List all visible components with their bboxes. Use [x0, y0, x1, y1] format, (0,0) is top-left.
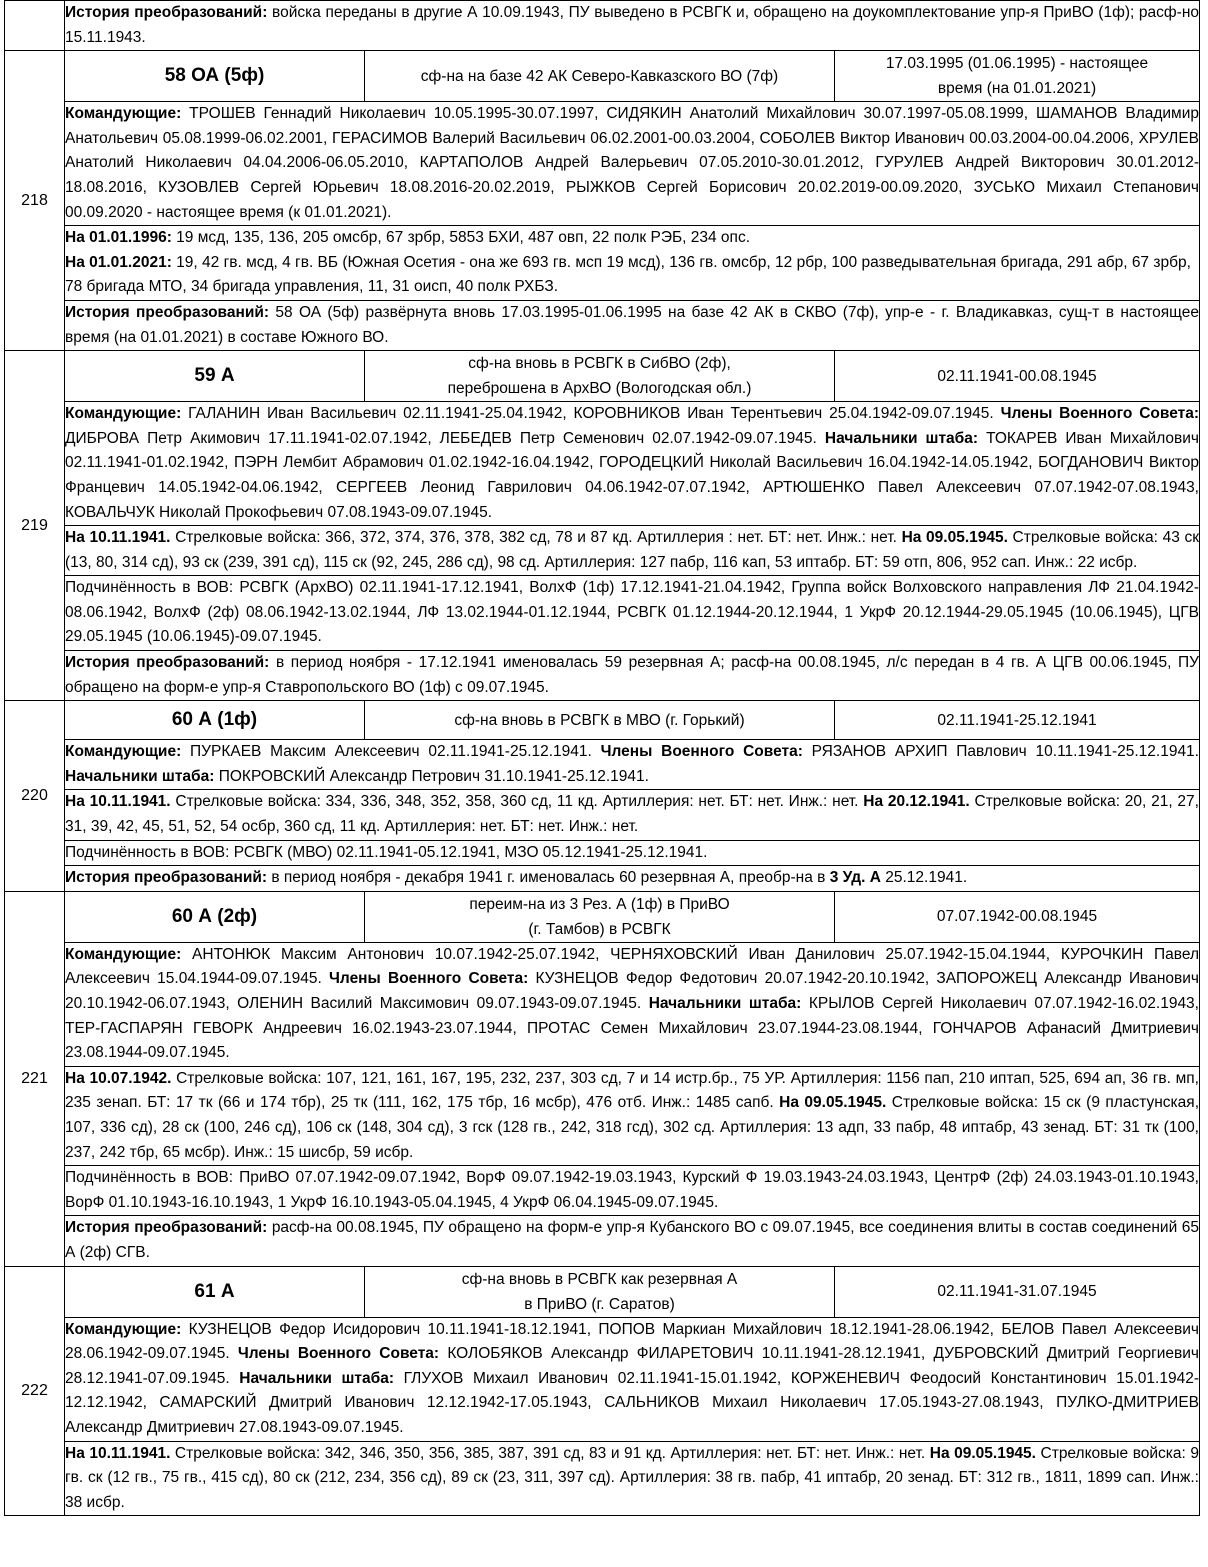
history-cell: [65, 1, 1200, 51]
formation-basis-text: сф-на на базе 42 АК Северо-Кавказского ВО (7ф): [420, 67, 779, 85]
commanders-row: [5, 1317, 1200, 1441]
subordination-row: [5, 840, 1200, 866]
formation-basis: [365, 1266, 835, 1317]
staff-label: Начальники штаба:: [824, 429, 979, 447]
composition-1-label: На 10.07.1942.: [65, 1069, 172, 1087]
history-label: История преобразований:: [65, 4, 268, 21]
commanders-text: ПУРКАЕВ Максим Алексеевич 02.11.1941-25.12.1941.: [181, 743, 601, 761]
composition-1-label: На 10.11.1941.: [65, 793, 171, 811]
council-text: КУЗНЕЦОВ Федор Федотович 20.07.1942-20.10.1942, ЗАПОРОЖЕЦ Александр Иванович 20.10.1942-06.07.1943, ОЛЕНИН Василий Максимович 09.07.1943-09.07.1945.: [65, 970, 1199, 1012]
composition-cell: [65, 1066, 1200, 1165]
composition-2-text: Стрелковые войска: 9 гв. ск (12 гв., 75 гв., 415 сд), 80 ск (212, 234, 356 сд), 89 ск (23, 311, 397 сд). Артиллерия: 38 гв. пабр, 41 иптабр, 20 зенад. БТ: 312 гв., 1811, 1899 сап. Инж.: 38 исбр.: [65, 1444, 1199, 1511]
formation-basis: [365, 351, 835, 402]
staff-text: ПОКРОВСКИЙ Александр Петрович 31.10.1941-25.12.1941.: [214, 767, 649, 785]
formation-basis: [365, 51, 835, 102]
history-row: [5, 300, 1200, 350]
commanders-label: Командующие:: [65, 743, 182, 761]
army-name: 60 А (1ф): [65, 701, 365, 740]
composition-2-label: На 01.01.2021:: [65, 253, 172, 271]
staff-text: КРЫЛОВ Сергей Николаевич 07.07.1942-16.02.1943, ТЕР-ГАСПАРЯН ГЕВОРК Андреевич 16.02.1943-23.07.1944, ПРОТАС Семен Михайлович 23.07.1944-23.08.1944, ГОНЧАРОВ Афанасий Дмитриевич 23.08.1944-09.07.1945.: [65, 995, 1199, 1062]
composition-row: [5, 1066, 1200, 1165]
basis-line-1: переим-на из 3 Рез. А (1ф) в ПриВО: [469, 895, 730, 913]
basis-line-1: сф-на вновь в РСВГК в СибВО (2ф),: [468, 355, 731, 373]
commanders-cell: [65, 740, 1200, 790]
commanders-cell: [65, 102, 1200, 226]
existence-dates: 07.07.1942-00.08.1945: [835, 891, 1200, 942]
history-label: История преобразований:: [65, 1219, 268, 1237]
army-name: 58 ОА (5ф): [65, 51, 365, 102]
council-label: Члены Военного Совета:: [329, 970, 529, 988]
history-text: в период ноября - декабря 1941 г. именовалась 60 резервная А, преобр-на в: [267, 869, 830, 887]
row-number-cell: [5, 1, 65, 51]
history-cell: [65, 866, 1200, 892]
composition-2-text: Стрелковые войска: 15 ск (9 пластунская, 107, 336 сд), 28 ск (100, 246 сд), 106 ск (148, 304 сд), 3 гск (128 гв., 242, 318 гсд), 302 сд. Артиллерия: 13 адп, 33 пабр, 48 иптабр, 43 зенад. БТ: 31 тк (100, 237, 242 тбр, 65 мсбр). Инж.: 15 шисбр, 59 исбр.: [65, 1094, 1199, 1161]
commanders-cell: [65, 402, 1200, 526]
subordination-row: [5, 576, 1200, 651]
commanders-text: ТРОШЕВ Геннадий Николаевич 10.05.1995-30.07.1997, СИДЯКИН Анатолий Михайлович 30.07.1997-05.08.1999, ШАМАНОВ Владимир Анатольевич 05.08.1999-06.02.2001, ГЕРАСИМОВ Валерий Васильевич 06.02.2001-00.03.2004, СОБОЛЕВ Виктор Иванович 00.03.2004-00.04.2006, ХРУЛЕВ Анатолий Николаевич 04.04.2006-06.05.2010, КАРТАПОЛОВ Андрей Валерьевич 07.05.2010-30.01.2012, ГУРУЛЕВ Андрей Викторович 30.01.2012-18.08.2016, КУЗОВЛЕВ Сергей Юрьевич 18.08.2016-20.02.2019, РЫЖКОВ Сергей Борисович 20.02.2019-00.09.2020, ЗУСЬКО Михаил Степанович 00.09.2020 - настоящее время (к 01.01.2021).: [65, 105, 1199, 221]
staff-text: ТОКАРЕВ Иван Михайлович 02.11.1941-01.02.1942, ПЭРН Лембит Абрамович 01.02.1942-16.04.1942, ГОРОДЕЦКИЙ Николай Васильевич 16.04.1942-14.05.1942, БОГДАНОВИЧ Виктор Францевич 14.05.1942-04.06.1942, СЕРГЕЕВ Леонид Гаврилович 04.06.1942-07.07.1942, АРТЮШЕНКО Павел Алексеевич 07.07.1942-07.08.1943, КОВАЛЬЧУК Николай Прокофьевич 07.08.1943-09.07.1945.: [65, 429, 1199, 521]
composition-1-label: На 10.11.1941.: [65, 529, 171, 547]
composition-2-text: Стрелковые войска: 20, 21, 27, 31, 39, 42, 45, 51, 52, 54 осбр, 360 сд, 11 кд. Артиллерия: нет. БТ: нет. Инж.: нет.: [65, 793, 1199, 836]
composition-row: [5, 526, 1200, 576]
existence-dates: 02.11.1941-31.07.1945: [835, 1266, 1200, 1317]
commanders-label: Командующие:: [65, 105, 182, 123]
council-text: РЯЗАНОВ АРХИП Павлович 10.11.1941-25.12.1941.: [802, 743, 1199, 761]
existence-dates: [835, 51, 1200, 102]
commanders-row: [5, 102, 1200, 226]
entry-number: 218: [5, 51, 65, 351]
staff-text: ГЛУХОВ Михаил Иванович 02.11.1941-15.01.1942, КОРЖЕНЕВИЧ Феодосий Константинович 15.01.1942-12.12.1942, САМАРСКИЙ Дмитрий Иванович 12.12.1942-17.05.1943, САЛЬНИКОВ Михаил Николаевич 17.05.1943-27.08.1943, ПУЛКО-ДМИТРИЕВ Александр Дмитриевич 27.08.1943-09.07.1945.: [65, 1369, 1199, 1436]
commanders-label: Командующие:: [65, 1320, 182, 1338]
entry-number: 220: [5, 701, 65, 892]
history-label: История преобразований:: [65, 654, 270, 672]
subordination-cell: Подчинённость в ВОВ: РСВГК (МВО) 02.11.1941-05.12.1941, МЗО 05.12.1941-25.12.1941.: [65, 840, 1200, 866]
commanders-row: [5, 402, 1200, 526]
entry-header-row: [5, 701, 1200, 740]
council-label: Члены Военного Совета:: [237, 1345, 440, 1363]
army-name: 59 А: [65, 351, 365, 402]
composition-row: [5, 226, 1200, 301]
entry-number: 221: [5, 891, 65, 1266]
council-text: КОЛОБЯКОВ Александр ФИЛАРЕТОВИЧ 10.11.1941-28.12.1941, ДУБРОВСКИЙ Дмитрий Георгиевич 28.12.1941-07.09.1945.: [65, 1345, 1199, 1387]
entry-header-row: [5, 891, 1200, 942]
composition-cell: [65, 526, 1200, 576]
history-text: расф-на 00.08.1945, ПУ обращено на форм-е упр-я Кубанского ВО с 09.07.1945, все соединения влиты в состав соединений 65 А (2ф) СГВ.: [65, 1219, 1199, 1261]
composition-1-label: На 10.11.1941.: [65, 1444, 171, 1462]
existence-dates: 02.11.1941-00.08.1945: [835, 351, 1200, 402]
commanders-row: [5, 740, 1200, 790]
commanders-row: [5, 942, 1200, 1066]
existence-dates: 02.11.1941-25.12.1941: [835, 701, 1200, 740]
history-row: [5, 1216, 1200, 1266]
staff-label: Начальники штаба:: [239, 1369, 394, 1387]
commanders-cell: [65, 942, 1200, 1066]
entry-header-row: [5, 51, 1200, 102]
composition-1-text: Стрелковые войска: 342, 346, 350, 356, 385, 387, 391 сд, 83 и 91 кд. Артиллерия: нет. БТ: нет. Инж.: нет.: [170, 1444, 930, 1462]
composition-row: [5, 1441, 1200, 1516]
formation-basis: сф-на вновь в РСВГК в МВО (г. Горький): [365, 701, 835, 740]
history-text: в период ноября - 17.12.1941 именовалась 59 резервная А; расф-на 00.08.1945, л/с передан в 4 гв. А ЦГВ 00.06.1945, ПУ обращено на форм-е упр-я Ставропольского ВО (1ф) с 09.07.1945.: [65, 654, 1199, 696]
basis-line-2: в ПриВО (г. Саратов): [524, 1295, 675, 1313]
composition-2-label: На 20.12.1941.: [863, 793, 970, 811]
composition-2-text: 19, 42 гв. мсд, 4 гв. ВБ (Южная Осетия - она же 693 гв. мсп 19 мсд), 136 гв. омсбр, 12 рбр, 100 разведывательная бригада, 291 абр, 67 зрбр, 78 бригада МТО, 34 бригада управления, 11, 31 оисп, 40 полк РХБЗ.: [65, 253, 1191, 296]
commanders-text: КУЗНЕЦОВ Федор Исидорович 10.11.1941-18.12.1941, ПОПОВ Маркиан Михайлович 18.12.1941-28.06.1942, БЕЛОВ Павел Алексеевич 28.06.1942-09.07.1945.: [65, 1320, 1199, 1363]
commanders-text: АНТОНЮК Максим Антонович 10.07.1942-25.07.1942, ЧЕРНЯХОВСКИЙ Иван Данилович 25.07.1942-15.04.1944, КУРОЧКИН Павел Алексеевич 15.04.1944-09.07.1945.: [65, 945, 1199, 988]
history-text: войска переданы в другие А 10.09.1943, ПУ выведено в РСВГК и, обращено на доукомплектование упр-я ПриВО (1ф); расф-но 15.11.1943.: [65, 4, 1200, 46]
entry-number: 219: [5, 351, 65, 701]
history-row: [5, 651, 1200, 701]
subordination-cell: Подчинённость в ВОВ: РСВГК (АрхВО) 02.11.1941-17.12.1941, ВолхФ (1ф) 17.12.1941-21.04.1942, Группа войск Волховского направления ЛФ 21.04.1942-08.06.1942, ВолхФ (2ф) 08.06.1942-13.02.1944, ЛФ 13.02.1944-01.12.1944, РСВГК 01.12.1944-20.12.1944, 1 УкрФ 20.12.1944-29.05.1945 (10.06.1945), ЦГВ 29.05.1945 (10.06.1945)-09.07.1945.: [65, 576, 1200, 651]
history-text: 58 ОА (5ф) развёрнута вновь 17.03.1995-01.06.1995 на базе 42 АК в СКВО (7ф), упр-е - г. Владикавказ, сущ-т в настоящее время (на 01.01.2021) в составе Южного ВО.: [65, 303, 1200, 346]
basis-line-2: (г. Тамбов) в РСВГК: [528, 920, 671, 938]
council-label: Члены Военного Совета:: [1000, 405, 1199, 423]
composition-2-text: Стрелковые войска: 43 ск (13, 80, 314 сд), 93 ск (239, 391 сд), 115 ск (92, 245, 286 сд), 98 сд. Артиллерия: 127 пабр, 116 кап, 53 иптабр. БТ: 59 отп, 806, 952 сап. Инж.: 22 исбр.: [65, 529, 1199, 571]
composition-1-text: Стрелковые войска: 334, 336, 348, 352, 358, 360 сд, 11 кд. Артиллерия: нет. БТ: нет. Инж.: нет.: [170, 793, 864, 811]
formation-basis: [365, 891, 835, 942]
composition-1-text: Стрелковые войска: 107, 121, 161, 167, 195, 232, 237, 303 сд, 7 и 14 истр.бр., 75 УР. Артиллерия: 1156 пап, 210 иптап, 525, 694 ап, 36 гв. мп, 235 зенап. БТ: 17 тк (66 и 174 тбр), 25 тк (111, 162, 175 тбр, 16 мсбр), 476 отб. Инж.: 1485 сапб.: [65, 1069, 1199, 1112]
commanders-label: Командующие:: [65, 945, 182, 963]
composition-cell: [65, 790, 1200, 840]
history-cell: [65, 1216, 1200, 1266]
composition-2-label: На 09.05.1945.: [779, 1094, 887, 1112]
staff-label: Начальники штаба:: [648, 995, 802, 1012]
subordination-row: [5, 1166, 1200, 1216]
composition-cell: [65, 1441, 1200, 1516]
composition-row: [5, 790, 1200, 840]
composition-cell: [65, 226, 1200, 301]
entry-header-row: [5, 1266, 1200, 1317]
composition-1-text: 19 мсд, 135, 136, 205 омсбр, 67 зрбр, 5853 БХИ, 487 овп, 22 полк РЭБ, 234 опс.: [171, 229, 751, 247]
history-target-army: 3 Уд. А: [829, 869, 881, 887]
commanders-text: ГАЛАНИН Иван Васильевич 02.11.1941-25.04.1942, КОРОВНИКОВ Иван Терентьевич 25.04.1942-09.07.1945.: [181, 405, 1001, 423]
council-label: Члены Военного Совета:: [600, 743, 803, 761]
entry-number: 222: [5, 1266, 65, 1516]
history-tail: 25.12.1941.: [880, 869, 968, 887]
basis-line-2: переброшена в АрхВО (Вологодская обл.): [447, 380, 752, 398]
army-reference-table: [4, 0, 1200, 1516]
composition-1-label: На 01.01.1996:: [65, 229, 172, 247]
history-label: История преобразований:: [65, 303, 270, 321]
commanders-label: Командующие:: [65, 405, 182, 423]
composition-1-text: Стрелковые войска: 366, 372, 374, 376, 378, 382 сд, 78 и 87 кд. Артиллерия : нет. БТ: нет. Инж.: нет.: [170, 529, 902, 547]
history-row: [5, 866, 1200, 892]
composition-2-label: На 09.05.1945.: [929, 1444, 1036, 1462]
composition-2-label: На 09.05.1945.: [901, 529, 1008, 547]
top-history-row: [5, 1, 1200, 51]
subordination-cell: Подчинённость в ВОВ: ПриВО 07.07.1942-09.07.1942, ВорФ 09.07.1942-19.03.1943, Курский Ф 19.03.1943-24.03.1943, ЦентрФ (2ф) 24.03.1943-01.10.1943, ВорФ 01.10.1943-16.10.1943, 1 УкрФ 16.10.1943-05.04.1945, 4 УкрФ 06.04.1945-09.07.1945.: [65, 1166, 1200, 1216]
basis-line-1: сф-на вновь в РСВГК как резервная А: [461, 1270, 738, 1288]
dates-line-2: время (на 01.01.2021): [937, 80, 1097, 98]
commanders-cell: [65, 1317, 1200, 1441]
army-name: 60 А (2ф): [65, 891, 365, 942]
army-name: 61 А: [65, 1266, 365, 1317]
history-label: История преобразований:: [65, 869, 268, 887]
council-text: ДИБРОВА Петр Акимович 17.11.1941-02.07.1942, ЛЕБЕДЕВ Петр Семенович 02.07.1942-09.07.1945.: [65, 429, 825, 447]
history-cell: [65, 300, 1200, 350]
staff-label: Начальники штаба:: [65, 767, 215, 785]
entry-header-row: [5, 351, 1200, 402]
history-cell: [65, 651, 1200, 701]
dates-line-1: 17.03.1995 (01.06.1995) - настоящее: [885, 55, 1149, 73]
